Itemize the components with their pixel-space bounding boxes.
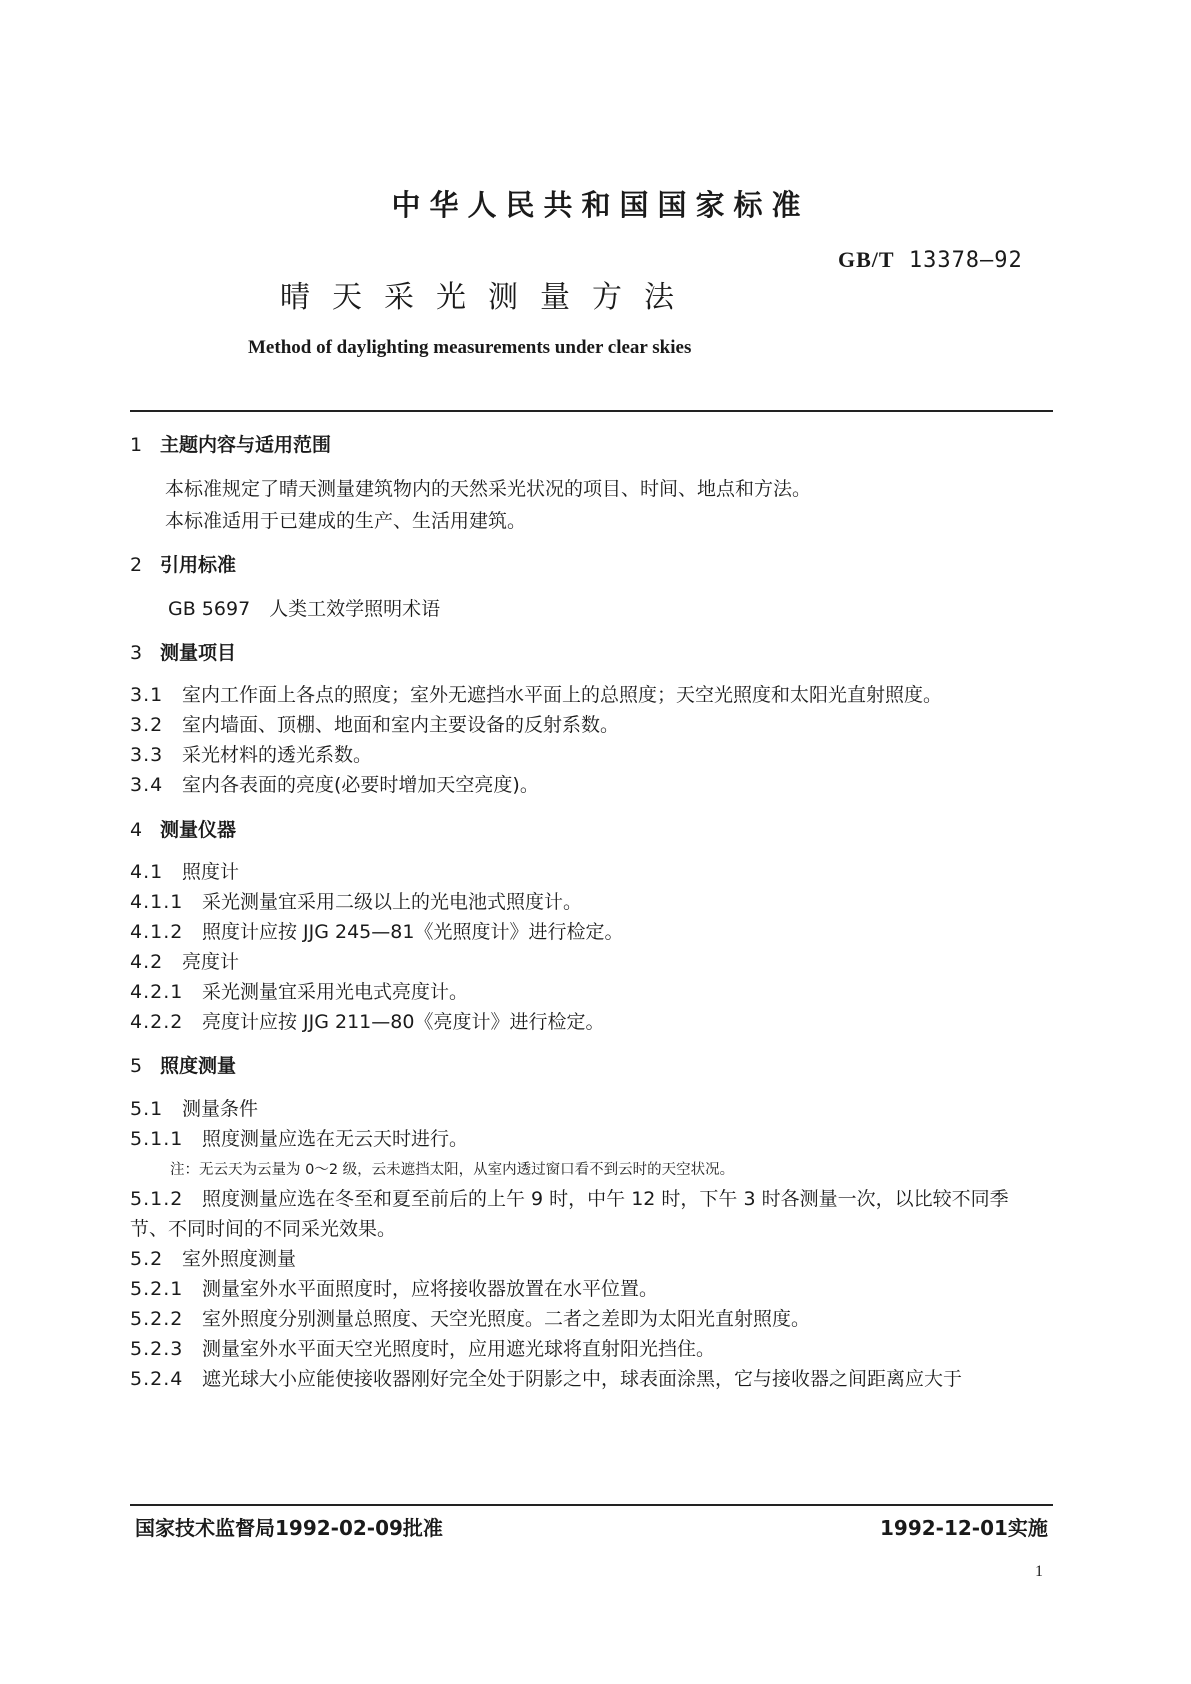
clause-4-1: 4.1 照度计 bbox=[130, 861, 240, 883]
clause-5-2-3: 5.2.3 测量室外水平面天空光照度时，应用遮光球将直射阳光挡住。 bbox=[130, 1338, 716, 1360]
page-number: 1 bbox=[1035, 1563, 1043, 1580]
footer-divider bbox=[130, 1504, 1053, 1506]
clause-4-2-1: 4.2.1 采光测量宜采用光电式亮度计。 bbox=[130, 981, 469, 1003]
section-1-paragraph-1: 本标准规定了晴天测量建筑物内的天然采光状况的项目、时间、地点和方法。 bbox=[165, 478, 812, 500]
note-cloudless-sky: 注：无云天为云量为 0～2 级，云未遮挡太阳，从室内透过窗口看不到云时的天空状况。 bbox=[170, 1162, 735, 1178]
clause-5-1-2-continued: 节、不同时间的不同采光效果。 bbox=[130, 1218, 397, 1240]
section-3-heading: 3 测量项目 bbox=[130, 642, 237, 664]
english-title: Method of daylighting measurements under clear skies bbox=[248, 337, 692, 358]
header-divider bbox=[130, 410, 1053, 412]
clause-3-3: 3.3 采光材料的透光系数。 bbox=[130, 744, 373, 766]
clause-5-2-1: 5.2.1 测量室外水平面照度时，应将接收器放置在水平位置。 bbox=[130, 1278, 659, 1300]
clause-3-1: 3.1 室内工作面上各点的照度；室外无遮挡水平面上的总照度；天空光照度和太阳光直射照度。 bbox=[130, 684, 943, 706]
clause-3-4: 3.4 室内各表面的亮度(必要时增加天空亮度)。 bbox=[130, 774, 539, 796]
standard-code-prefix: GB/T bbox=[838, 247, 895, 272]
clause-3-2: 3.2 室内墙面、顶棚、地面和室内主要设备的反射系数。 bbox=[130, 714, 620, 736]
section-1-heading: 1 主题内容与适用范围 bbox=[130, 434, 332, 456]
clause-5-2: 5.2 室外照度测量 bbox=[130, 1248, 297, 1270]
section-1-paragraph-2: 本标准适用于已建成的生产、生活用建筑。 bbox=[165, 510, 527, 532]
clause-5-2-2: 5.2.2 室外照度分别测量总照度、天空光照度。二者之差即为太阳光直射照度。 bbox=[130, 1308, 811, 1330]
clause-5-1: 5.1 测量条件 bbox=[130, 1098, 259, 1120]
section-2-heading: 2 引用标准 bbox=[130, 554, 237, 576]
clause-4-1-1: 4.1.1 采光测量宜采用二级以上的光电池式照度计。 bbox=[130, 891, 583, 913]
approval-date: 国家技术监督局1992-02-09批准 bbox=[135, 1516, 443, 1540]
national-standard-heading: 中华人民共和国国家标准 bbox=[391, 188, 810, 222]
standard-code-number: 13378—92 bbox=[908, 248, 1023, 273]
clause-5-2-4: 5.2.4 遮光球大小应能使接收器刚好完全处于阴影之中，球表面涂黑，它与接收器之间距离应大于 bbox=[130, 1368, 963, 1390]
clause-4-2: 4.2 亮度计 bbox=[130, 951, 240, 973]
standard-code bbox=[838, 247, 1023, 273]
section-5-heading: 5 照度测量 bbox=[130, 1055, 237, 1077]
clause-4-1-2: 4.1.2 照度计应按 JJG 245—81《光照度计》进行检定。 bbox=[130, 921, 624, 943]
clause-4-2-2: 4.2.2 亮度计应按 JJG 211—80《亮度计》进行检定。 bbox=[130, 1011, 605, 1033]
effective-date: 1992-12-01实施 bbox=[880, 1516, 1048, 1540]
reference-standard-item: GB 5697 人类工效学照明术语 bbox=[168, 598, 441, 620]
section-4-heading: 4 测量仪器 bbox=[130, 819, 237, 841]
clause-5-1-1: 5.1.1 照度测量应选在无云天时进行。 bbox=[130, 1128, 469, 1150]
clause-5-1-2: 5.1.2 照度测量应选在冬至和夏至前后的上午 9 时，中午 12 时，下午 3 时各测量一次，以比较不同季 bbox=[130, 1188, 1009, 1210]
document-title: 晴天采光测量方法 bbox=[280, 280, 696, 315]
